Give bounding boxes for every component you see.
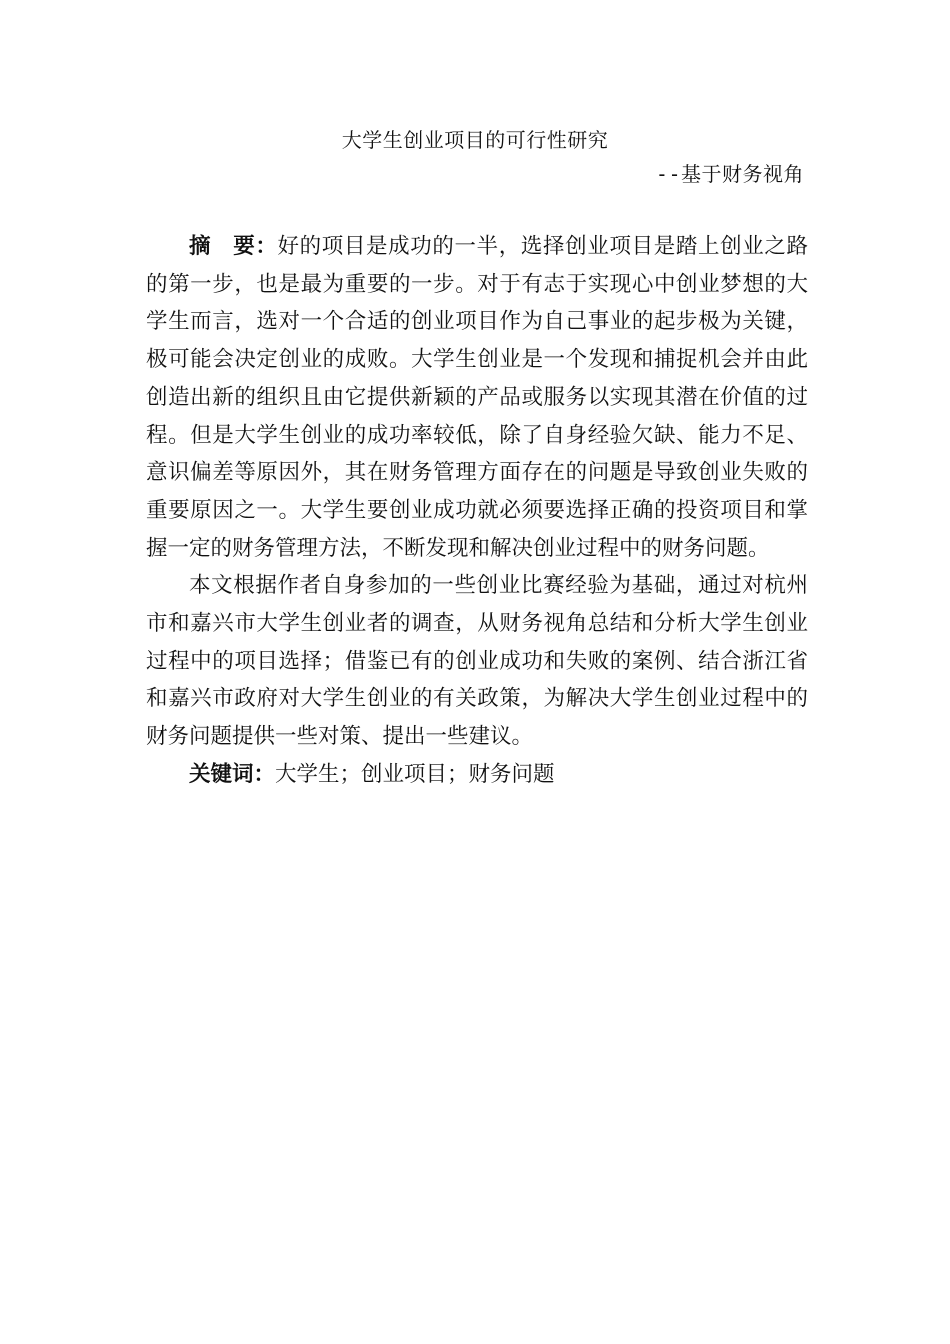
abstract-paragraph: [146, 228, 808, 567]
abstract-text: 好的项目是成功的一半，选择创业项目是踏上创业之路的第一步，也是最为重要的一步。对于有志于实现心中创业梦想的大学生而言，选对一个合适的创业项目作为自己事业的起步极为关键，极可能会决定创业的成败。大学生创业是一个发现和捕捉机会并由此创造出新的组织且由它提供新颖的产品或服务以实现其潜在价值的过程。但是大学生创业的成功率较低，除了自身经验欠缺、能力不足、意识偏差等原因外，其在财务管理方面存在的问题是导致创业失败的重要原因之一。大学生要创业成功就必须要选择正确的投资项目和掌握一定的财务管理方法，不断发现和解决创业过程中的财务问题。: [146, 234, 808, 561]
body-paragraph: 本文根据作者自身参加的一些创业比赛经验为基础，通过对杭州市和嘉兴市大学生创业者的调查，从财务视角总结和分析大学生创业过程中的项目选择；借鉴已有的创业成功和失败的案例、结合浙江省和嘉兴市政府对大学生创业的有关政策，为解决大学生创业过程中的财务问题提供一些对策、提出一些建议。: [146, 573, 808, 750]
abstract-label: 摘 要：: [189, 234, 278, 259]
paper-title: 大学生创业项目的可行性研究: [341, 128, 609, 152]
keywords-paragraph: [146, 756, 808, 794]
abstract-section: [146, 228, 808, 794]
paper-subtitle: --基于财务视角: [655, 162, 804, 186]
keywords-text: 大学生；创业项目；财务问题: [275, 761, 555, 787]
keywords-label: 关键词：: [189, 761, 276, 787]
